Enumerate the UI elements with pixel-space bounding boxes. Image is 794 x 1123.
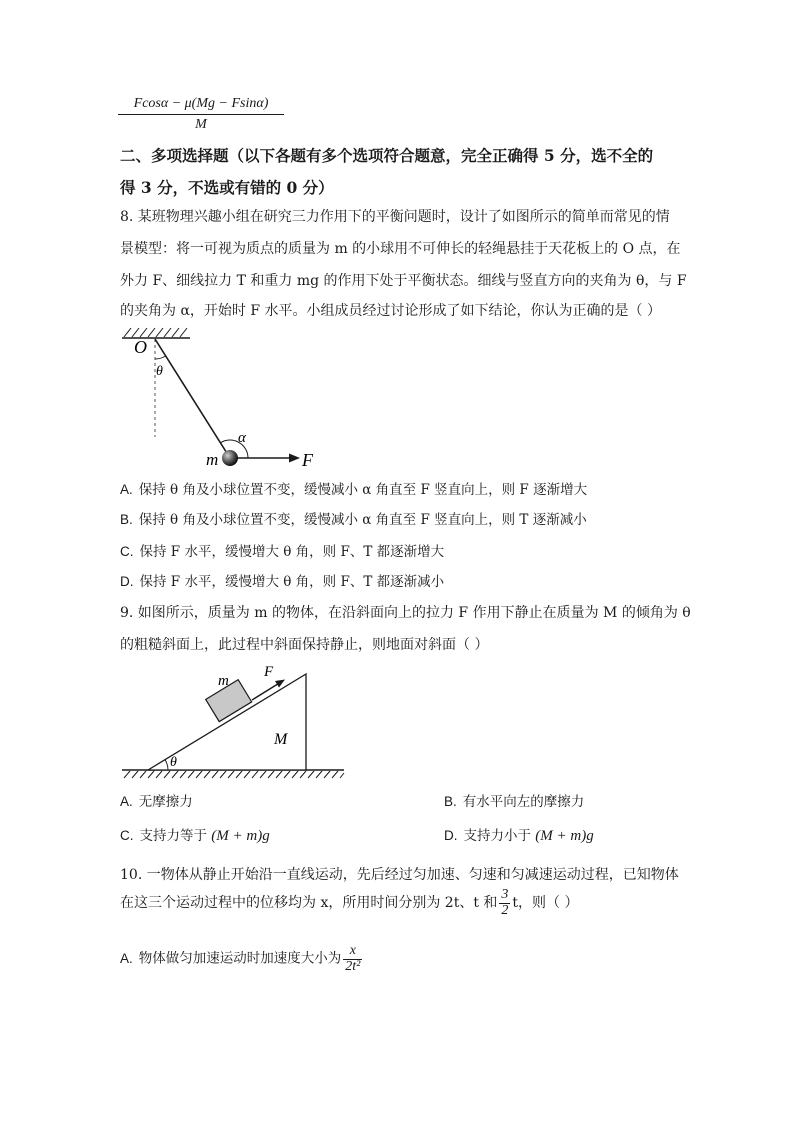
q10-line-1: 10. 一物体从静止开始沿一直线运动，先后经过匀加速、匀速和匀减速运动过程，已知物体 <box>120 867 679 883</box>
q8-option-d[interactable] <box>120 570 444 590</box>
theta-arc <box>155 356 166 359</box>
arrow-head-icon <box>275 680 285 688</box>
q8-option-b-text: 保持 θ 角及小球位置不变，缓慢减小 α 角直至 F 竖直向上，则 T 逐渐减小 <box>138 512 587 528</box>
q9-option-d[interactable] <box>444 824 594 845</box>
q9-option-a-text: 无摩擦力 <box>138 794 193 810</box>
q8-line-4: 的夹角为 α，开始时 F 水平。小组成员经过讨论形成了如下结论，你认为正确的是（ ） <box>120 303 661 319</box>
q9-option-c-label: C. <box>120 828 134 843</box>
q8-option-d-label: D. <box>120 574 134 589</box>
q8-option-b-label: B. <box>120 512 133 527</box>
section-heading-line1: 二、多项选择题（以下各题有多个选项符合题意，完全正确得 5 分，选不全的 <box>120 146 654 165</box>
label-m: m <box>206 450 219 469</box>
q9-option-a[interactable] <box>120 790 193 810</box>
fraction-denominator: 2 <box>501 902 509 918</box>
label-alpha: α <box>238 430 246 446</box>
label-m: m <box>218 673 229 689</box>
string <box>155 339 230 458</box>
q8-pendulum-diagram <box>118 325 338 475</box>
q9-option-c-math: (M + m)g <box>211 828 270 844</box>
q9-option-b-text: 有水平向左的摩擦力 <box>462 794 585 810</box>
q10-three-halves-fraction <box>499 888 510 918</box>
q8-option-c-label: C. <box>120 544 134 559</box>
q10-line-2-b: t，则（ ） <box>512 895 579 912</box>
q8-line-3: 外力 F、细线拉力 T 和重力 mg 的作用下处于平衡状态。细线与竖直方向的夹角为 θ，与 F <box>120 273 687 289</box>
q10-option-a-text: 物体做匀加速运动时加速度大小为 <box>138 950 342 967</box>
q9-option-c[interactable] <box>120 824 270 845</box>
answer-fraction <box>118 96 284 133</box>
q9-option-d-label: D. <box>444 828 458 843</box>
q9-option-a-label: A. <box>120 794 133 809</box>
ceiling <box>122 328 190 338</box>
fraction-denominator: M <box>195 117 207 132</box>
q10-line-2-a: 在这三个运动过程中的位移均为 x，所用时间分别为 2t、t 和 <box>120 895 498 912</box>
q9-line-2: 的粗糙斜面上，此过程中斜面保持静止，则地面对斜面（ ） <box>120 637 489 653</box>
ground <box>122 770 344 778</box>
fraction-numerator: Fcosα − μ(Mg − Fsinα) <box>133 96 269 111</box>
q8-line-1: 8. 某班物理兴趣小组在研究三力作用下的平衡问题时，设计了如图所示的简单而常见的情 <box>120 209 670 225</box>
q8-option-d-text: 保持 F 水平，缓慢增大 θ 角，则 F、T 都逐渐减小 <box>139 574 445 590</box>
fraction-bar <box>118 114 284 115</box>
q9-option-b[interactable] <box>444 790 584 810</box>
label-O: O <box>134 337 147 357</box>
label-theta: θ <box>170 755 177 770</box>
arrow-head-icon <box>289 454 300 463</box>
q10-acceleration-fraction <box>343 944 362 974</box>
q10-option-a[interactable] <box>120 944 364 974</box>
q10-option-a-label: A. <box>120 950 133 966</box>
q8-option-a[interactable] <box>120 478 587 498</box>
q8-option-c[interactable] <box>120 540 444 560</box>
fraction-numerator: 3 <box>501 887 509 902</box>
fraction-numerator: x <box>343 944 362 960</box>
ball <box>222 450 238 466</box>
section-heading-line2: 得 3 分，不选或有错的 0 分） <box>120 178 334 197</box>
fraction-denominator: 2t² <box>345 958 361 974</box>
label-F: F <box>302 450 313 470</box>
label-F: F <box>264 664 274 680</box>
label-theta: θ <box>156 364 163 379</box>
label-M: M <box>274 731 288 748</box>
q9-incline-diagram <box>118 656 350 780</box>
q8-option-b[interactable] <box>120 508 587 528</box>
q10-line-2 <box>120 888 578 918</box>
q9-option-c-text: 支持力等于 <box>139 828 207 844</box>
q8-option-a-label: A. <box>120 482 133 497</box>
q9-line-1: 9. 如图所示，质量为 m 的物体，在沿斜面向上的拉力 F 作用下静止在质量为 M 的倾角为 θ <box>120 605 691 621</box>
q8-option-c-text: 保持 F 水平，缓慢增大 θ 角，则 F、T 都逐渐增大 <box>139 544 445 560</box>
q8-option-a-text: 保持 θ 角及小球位置不变，缓慢减小 α 角直至 F 竖直向上，则 F 逐渐增大 <box>138 482 588 498</box>
q9-option-b-label: B. <box>444 794 457 809</box>
q8-line-2: 景模型：将一可视为质点的质量为 m 的小球用不可伸长的轻绳悬挂于天花板上的 O 点，在 <box>120 241 681 257</box>
q9-option-d-text: 支持力小于 <box>463 828 531 844</box>
q9-option-d-math: (M + m)g <box>535 828 594 844</box>
